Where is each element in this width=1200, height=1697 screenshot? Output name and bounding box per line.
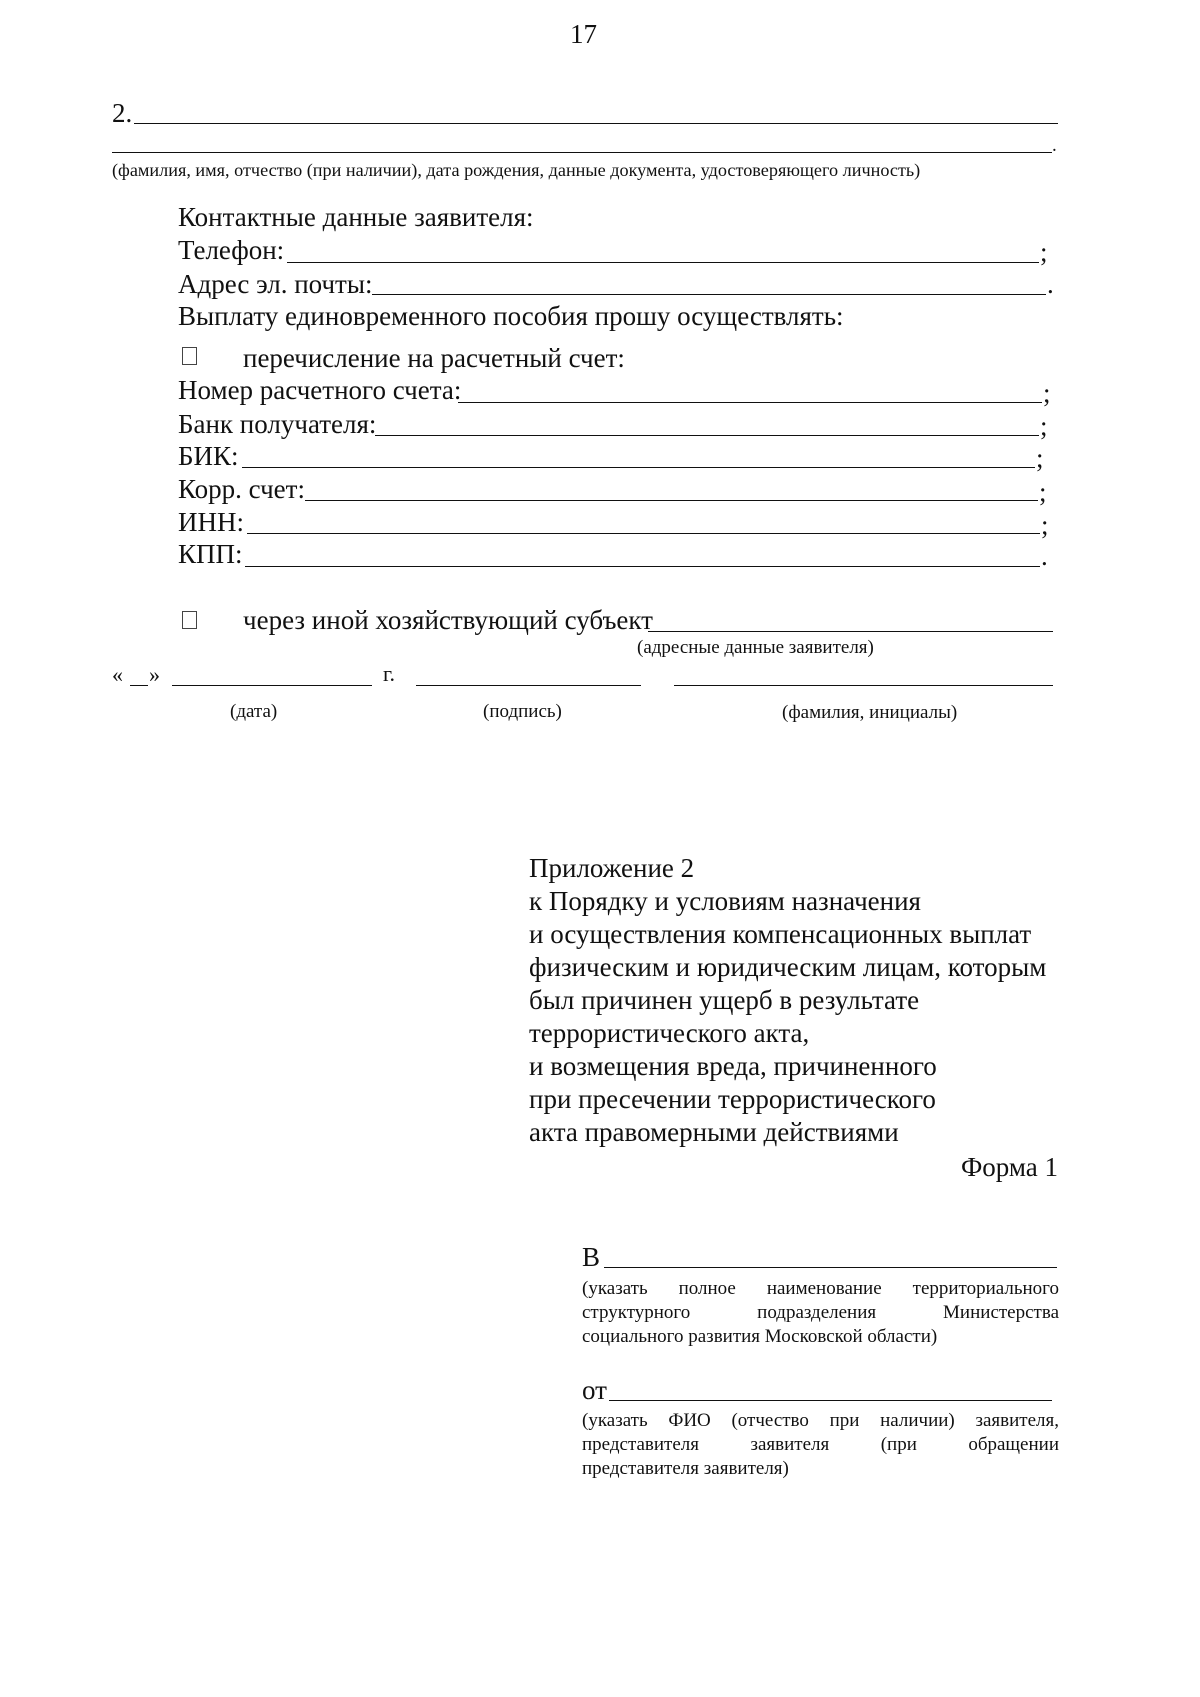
corr-semicolon: ; (1039, 477, 1047, 507)
to-prefix: В (582, 1242, 601, 1272)
from-prefix: от (582, 1375, 607, 1405)
date-quote-close: » (149, 662, 160, 687)
date-day-field[interactable] (130, 685, 148, 686)
appendix-line-4: физическим и юридическим лицам, которым (529, 952, 1047, 982)
sign-caption: (подпись) (483, 701, 562, 722)
address-caption: (адресные данные заявителя) (637, 637, 874, 658)
other-entity-label: через иной хозяйствующий субъект (243, 605, 653, 635)
section-number: 2. (112, 98, 133, 128)
phone-semicolon: ; (1040, 237, 1048, 267)
bik-semicolon: ; (1036, 443, 1044, 473)
from-caption (582, 1409, 1059, 1481)
bik-field[interactable] (242, 467, 1035, 468)
to-field[interactable] (604, 1267, 1057, 1268)
contacts-heading: Контактные данные заявителя: (178, 202, 534, 232)
appendix-line-3: и осуществления компенсационных выплат (529, 919, 1032, 949)
date-month-field[interactable] (172, 685, 372, 686)
inn-field[interactable] (247, 533, 1040, 534)
from-field[interactable] (609, 1400, 1052, 1401)
kpp-label: КПП: (178, 539, 243, 569)
to-caption (582, 1277, 1059, 1349)
email-field[interactable] (372, 294, 1046, 295)
section2-line-2[interactable] (112, 152, 1052, 153)
appendix-block (529, 852, 1046, 1149)
from-caption-line-1: (указать ФИО (отчество при наличии) заявителя, (582, 1410, 1059, 1431)
phone-field[interactable] (287, 262, 1039, 263)
to-caption-line-2: структурного подразделения Министерства (582, 1302, 1059, 1323)
section2-caption: (фамилия, имя, отчество (при наличии), дата рождения, данные документа, удостоверяющего личность) (112, 160, 921, 180)
account-semicolon: ; (1043, 378, 1051, 408)
corr-account-field[interactable] (305, 500, 1038, 501)
year-suffix: г. (383, 661, 396, 686)
corr-account-label: Корр. счет: (178, 474, 305, 504)
appendix-line-5: был причинен ущерб в результате (529, 985, 920, 1015)
email-period: . (1047, 269, 1054, 299)
inn-semicolon: ; (1041, 510, 1049, 540)
name-initials-field[interactable] (674, 685, 1053, 686)
bank-transfer-label: перечисление на расчетный счет: (243, 343, 625, 373)
date-quote-open: « (112, 662, 123, 687)
to-caption-line-3: социального развития Московской области) (582, 1326, 938, 1347)
bik-label: БИК: (178, 441, 239, 471)
from-caption-line-3: представителя заявителя) (582, 1458, 789, 1479)
kpp-field[interactable] (245, 566, 1040, 567)
appendix-line-9: акта правомерными действиями (529, 1117, 899, 1147)
bank-name-label: Банк получателя: (178, 409, 377, 439)
phone-label: Телефон: (178, 235, 285, 265)
inn-label: ИНН: (178, 507, 244, 537)
appendix-line-2: к Порядку и условиям назначения (529, 886, 921, 916)
name-caption: (фамилия, инициалы) (782, 702, 958, 723)
other-entity-checkbox[interactable] (182, 611, 197, 629)
from-caption-line-2: представителя заявителя (при обращении (582, 1434, 1059, 1455)
date-caption: (дата) (230, 701, 278, 722)
payment-heading: Выплату единовременного пособия прошу осуществлять: (178, 301, 844, 331)
section2-line-1[interactable] (134, 123, 1058, 124)
to-caption-line-1: (указать полное наименование территориального (582, 1278, 1059, 1299)
appendix-line-7: и возмещения вреда, причиненного (529, 1051, 937, 1081)
kpp-period: . (1041, 541, 1048, 571)
page-number: 17 (570, 19, 597, 49)
section2-period: . (1052, 135, 1057, 156)
bank-transfer-checkbox[interactable] (182, 347, 197, 365)
appendix-line-6: террористического акта, (529, 1018, 810, 1048)
account-number-label: Номер расчетного счета: (178, 375, 462, 405)
bank-semicolon: ; (1040, 411, 1048, 441)
bank-name-field[interactable] (375, 435, 1039, 436)
appendix-line-1: Приложение 2 (529, 853, 695, 883)
form-label: Форма 1 (960, 1152, 1058, 1182)
email-label: Адрес эл. почты: (178, 269, 373, 299)
signature-field[interactable] (416, 685, 641, 686)
other-entity-field[interactable] (648, 631, 1053, 632)
account-number-field[interactable] (458, 402, 1042, 403)
appendix-line-8: при пресечении террористического (529, 1084, 936, 1114)
